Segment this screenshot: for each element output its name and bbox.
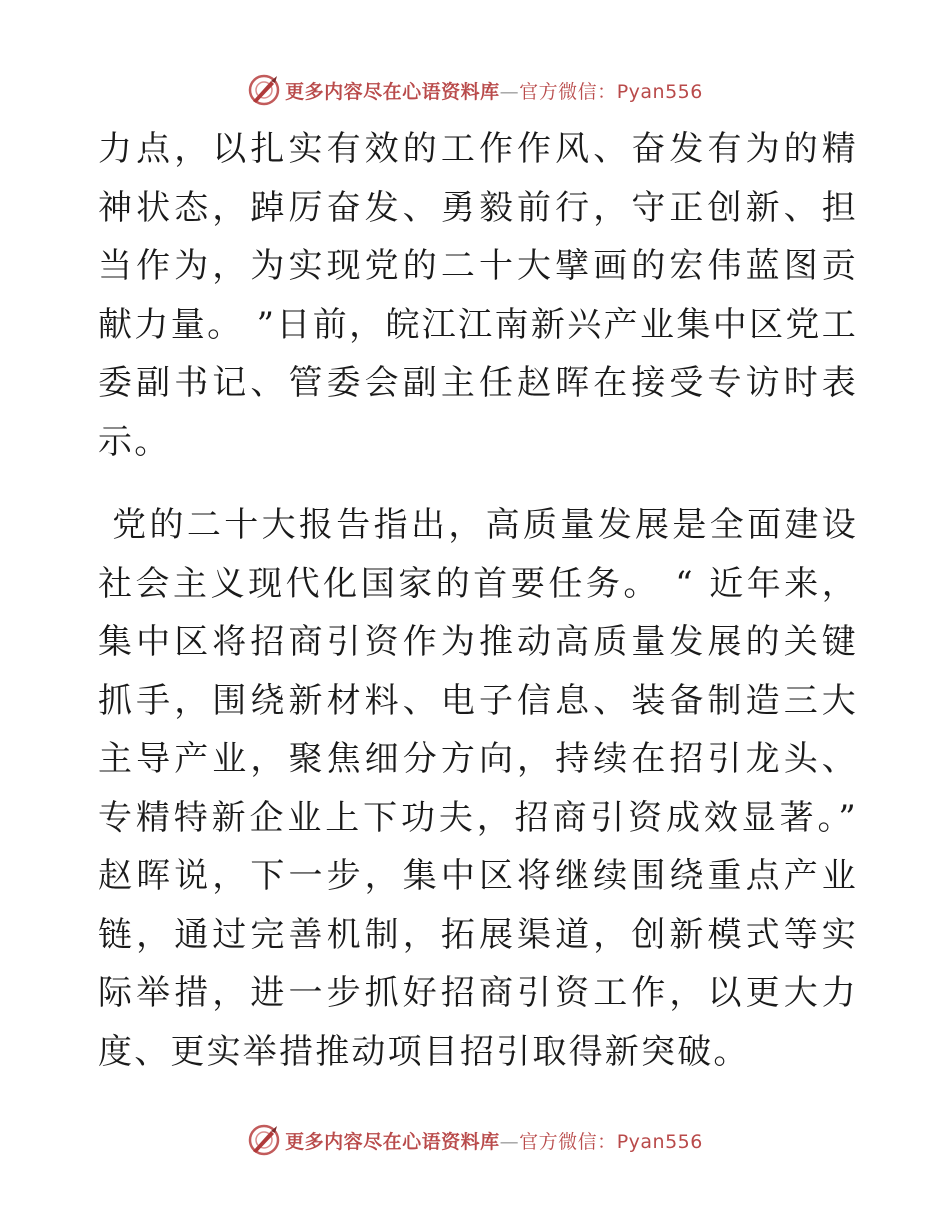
- footer-banner-text: [285, 1127, 703, 1154]
- paragraph-1: 力点，以扎实有效的工作作风、奋发有为的精神状态，踔厉奋发、勇毅前行，守正创新、担当作为，为实现党的二十大擘画的宏伟蓝图贡献力量。 ”日前，皖江江南新兴产业集中区党工委副书记、管委会副主任赵晖在接受专访时表示。: [98, 129, 858, 462]
- document-body: [98, 120, 872, 1081]
- banner-separator: —: [499, 80, 520, 103]
- banner-account: Pyan556: [616, 80, 703, 103]
- quill-pen-logo-icon: [247, 73, 281, 107]
- paragraph-2: 党的二十大报告指出，高质量发展是全面建设社会主义现代化国家的首要任务。 “ 近年来，集中区将招商引资作为推动高质量发展的关键抓手，围绕新材料、电子信息、装备制造三大主导产业，聚焦细分方向，持续在招引龙头、专精特新企业上下功夫，招商引资成效显著。” 赵晖说，下一步，集中区将继续围绕重点产业链，通过完善机制，拓展渠道，创新模式等实际举措，进一步抓好招商引资工作，以更大力度、更实举措推动项目招引取得新突破。: [98, 505, 872, 1072]
- quill-pen-logo-icon: [247, 1123, 281, 1157]
- banner-account: Pyan556: [616, 1130, 703, 1153]
- banner-main-text: 更多内容尽在心语资料库: [285, 80, 500, 103]
- banner-separator: —: [499, 1130, 520, 1153]
- banner-account-label: 官方微信：: [519, 80, 617, 103]
- banner-main-text: 更多内容尽在心语资料库: [285, 1130, 500, 1153]
- footer-banner: [0, 1120, 950, 1160]
- header-banner-text: [285, 77, 703, 104]
- header-banner: [0, 70, 950, 110]
- banner-account-label: 官方微信：: [519, 1130, 617, 1153]
